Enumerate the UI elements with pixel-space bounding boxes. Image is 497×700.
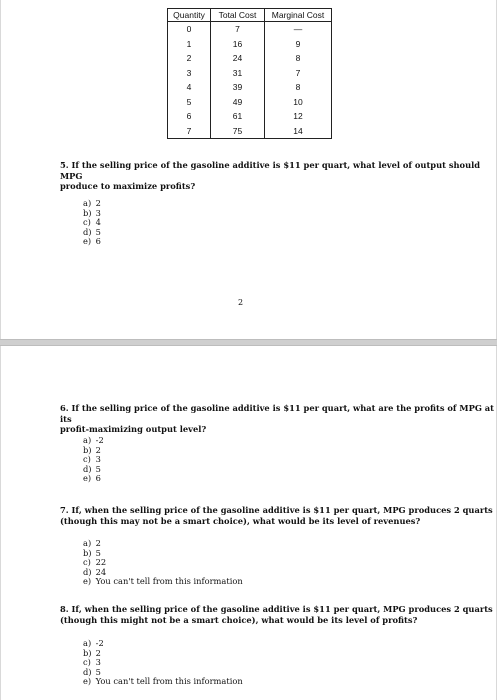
table-cell: 16 — [211, 37, 265, 52]
option-b[interactable]: b) 5 — [83, 547, 101, 558]
question-8 — [60, 604, 493, 625]
question-7-options — [83, 539, 243, 587]
table-row — [168, 80, 332, 95]
option-d[interactable]: d) 24 — [83, 566, 107, 577]
question-8-text-line2: (though this might not be a smart choice), what would be its level of profits? — [60, 614, 418, 625]
table-row — [168, 95, 332, 110]
table-cell: 24 — [211, 51, 265, 66]
table-cell: 8 — [265, 51, 332, 66]
option-a[interactable]: a) 2 — [83, 538, 101, 548]
cost-table — [167, 8, 332, 139]
option-c[interactable]: c) 3 — [83, 657, 101, 668]
question-8-text-line1: 8. If, when the selling price of the gasoline additive is $11 per quart, MPG produces 2 quarts — [60, 604, 493, 614]
table-cell: 10 — [265, 95, 332, 110]
question-8-options — [83, 639, 243, 687]
document-page-top — [1, 0, 496, 339]
question-7-text-line1: 7. If, when the selling price of the gasoline additive is $11 per quart, MPG produces 2 quarts — [60, 505, 493, 515]
table-row — [168, 37, 332, 52]
option-c[interactable]: c) 22 — [83, 557, 107, 568]
table-cell: 61 — [211, 109, 265, 124]
table-cell: 3 — [168, 66, 211, 81]
option-a[interactable]: a) -2 — [83, 435, 104, 445]
table-cell: 31 — [211, 66, 265, 81]
question-7-text-line2: (though this may not be a smart choice), what would be its level of revenues? — [60, 515, 421, 526]
question-5-options — [83, 199, 101, 247]
option-b[interactable]: b) 2 — [83, 647, 101, 658]
question-7 — [60, 505, 493, 526]
table-cell: 8 — [265, 80, 332, 95]
table-cell: 2 — [168, 51, 211, 66]
table-row — [168, 22, 332, 37]
table-cell: 7 — [168, 124, 211, 139]
column-header-marginal-cost: Marginal Cost — [265, 9, 332, 22]
column-header-quantity: Quantity — [168, 9, 211, 22]
question-5-text-line1: 5. If the selling price of the gasoline additive is $11 per quart, what level of output should MPG — [60, 160, 481, 181]
option-e[interactable]: e) 6 — [83, 473, 101, 484]
table-cell: 9 — [265, 37, 332, 52]
option-c[interactable]: c) 4 — [83, 217, 101, 228]
page-number: 2 — [238, 298, 244, 307]
option-b[interactable]: b) 2 — [83, 444, 101, 455]
table-cell: — — [265, 22, 332, 37]
table-cell: 7 — [211, 22, 265, 37]
table-cell: 4 — [168, 80, 211, 95]
option-c[interactable]: c) 3 — [83, 454, 101, 465]
option-e[interactable]: e) You can't tell from this information — [83, 576, 243, 587]
page-separator — [0, 339, 497, 346]
table-cell: 75 — [211, 124, 265, 139]
question-5-text-line2: produce to maximize profits? — [60, 181, 196, 191]
option-d[interactable]: d) 5 — [83, 463, 101, 474]
table-cell: 49 — [211, 95, 265, 110]
table-row — [168, 124, 332, 139]
table-cell: 5 — [168, 95, 211, 110]
table-header-row — [168, 9, 332, 22]
table-row — [168, 109, 332, 124]
option-e[interactable]: e) 6 — [83, 236, 101, 247]
document-page-bottom — [1, 346, 496, 700]
option-e[interactable]: e) You can't tell from this information — [83, 676, 243, 687]
table-row — [168, 66, 332, 81]
option-b[interactable]: b) 3 — [83, 207, 101, 218]
question-6-text-line1: 6. If the selling price of the gasoline additive is $11 per quart, what are the profits of MPG at its — [60, 403, 494, 424]
question-6 — [60, 403, 496, 435]
option-a[interactable]: a) -2 — [83, 638, 104, 648]
question-6-options — [83, 436, 104, 484]
table-cell: 1 — [168, 37, 211, 52]
column-header-total-cost: Total Cost — [211, 9, 265, 22]
table-cell: 7 — [265, 66, 332, 81]
table-row — [168, 51, 332, 66]
option-a[interactable]: a) 2 — [83, 198, 101, 208]
table-cell: 6 — [168, 109, 211, 124]
table-cell: 14 — [265, 124, 332, 139]
option-d[interactable]: d) 5 — [83, 666, 101, 677]
question-6-text-line2: profit-maximizing output level? — [60, 424, 207, 434]
table-cell: 39 — [211, 80, 265, 95]
option-d[interactable]: d) 5 — [83, 226, 101, 237]
question-5 — [60, 160, 496, 192]
table-cell: 12 — [265, 109, 332, 124]
table-cell: 0 — [168, 22, 211, 37]
